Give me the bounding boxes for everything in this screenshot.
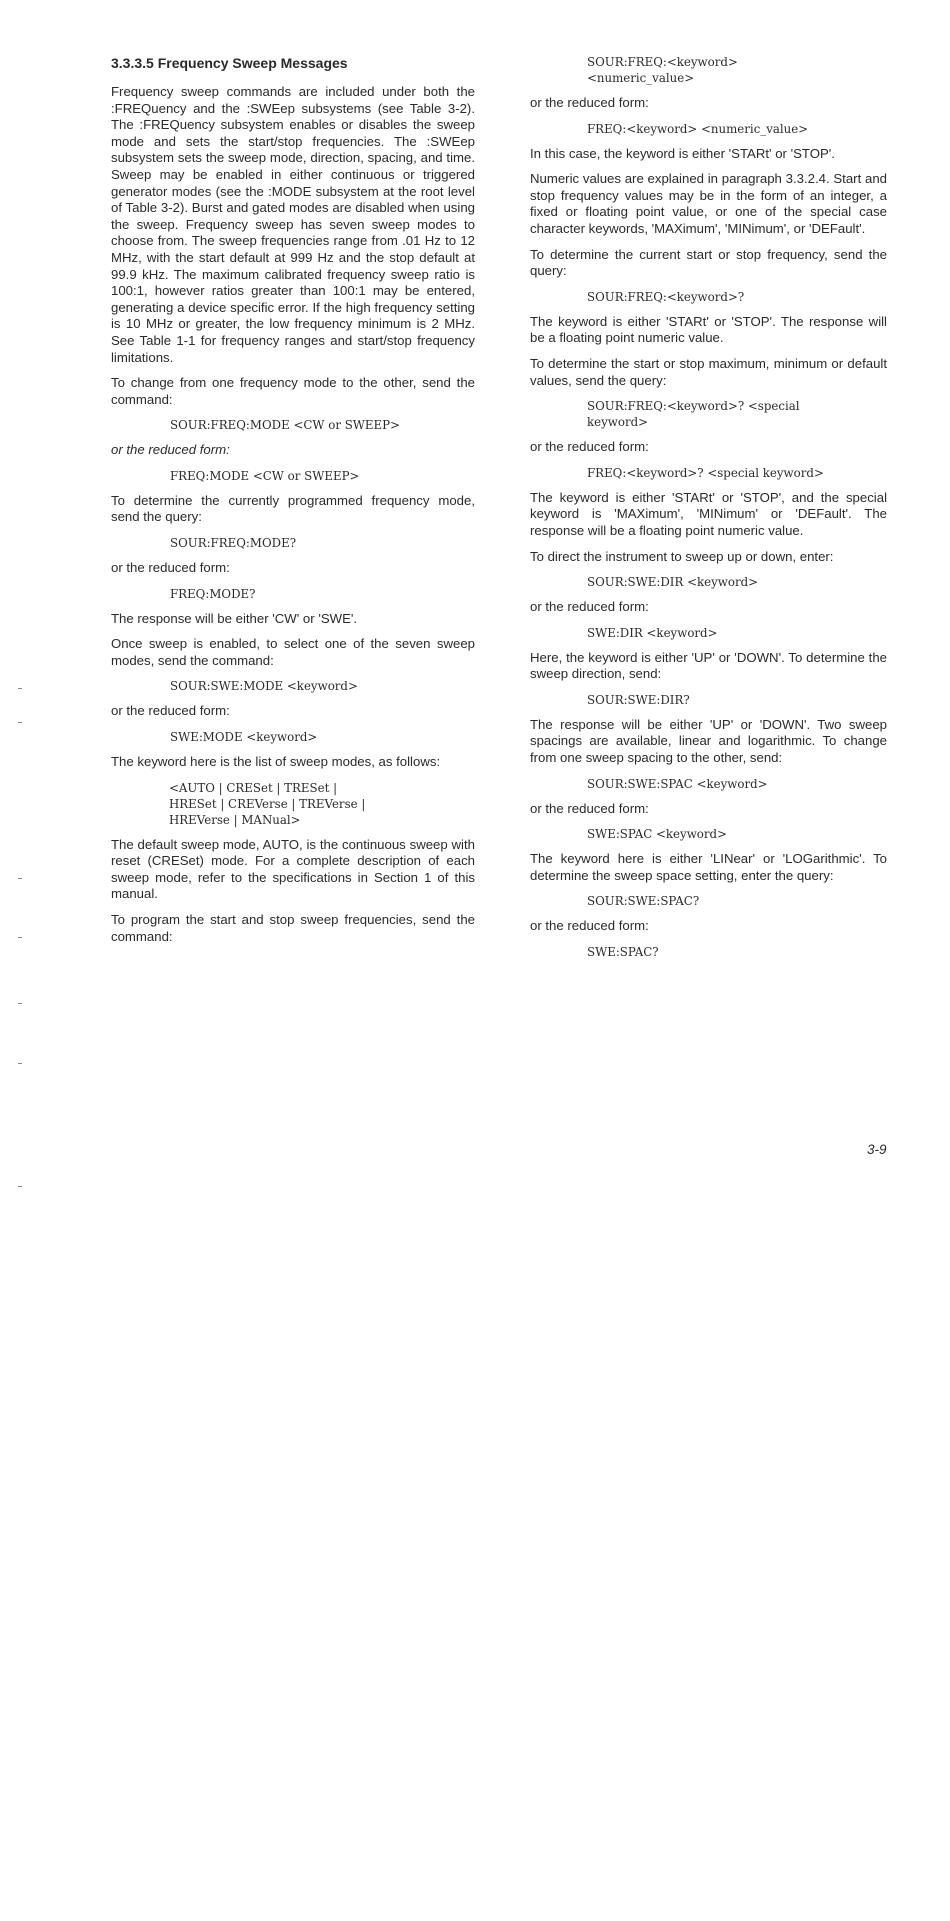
margin-mark xyxy=(18,878,22,879)
paragraph: To direct the instrument to sweep up or down, enter: xyxy=(530,548,834,564)
command-example: SOUR:FREQ:MODE <CW or SWEEP> xyxy=(170,418,400,433)
right-column xyxy=(530,54,887,969)
command-example: SOUR:FREQ:<keyword>? <special keyword> xyxy=(587,399,800,430)
paragraph: To determine the current start or stop frequency, send the query: xyxy=(530,246,887,279)
command-example: SOUR:FREQ:MODE? xyxy=(170,536,297,551)
command-example: SWE:SPAC <keyword> xyxy=(587,827,727,842)
paragraph: The keyword is either 'STARt' or 'STOP', and the special keyword is 'MAXimum', 'MINimum' or 'DEFault'. The response will be a floating point numeric value. xyxy=(530,489,887,538)
command-example: SOUR:FREQ:<keyword>? xyxy=(587,289,745,304)
paragraph: The default sweep mode, AUTO, is the continuous sweep with reset (CRESet) mode. For a complete description of each sweep mode, refer to the specifications in Section 1 of this manual. xyxy=(111,836,475,902)
paragraph: In this case, the keyword is either 'STARt' or 'STOP'. xyxy=(530,145,835,161)
command-example: SOUR:SWE:MODE <keyword> xyxy=(170,679,358,694)
paragraph: The keyword here is either 'LINear' or 'LOGarithmic'. To determine the sweep space setting, enter the query: xyxy=(530,851,887,883)
command-example: FREQ:<keyword>? <special keyword> xyxy=(587,465,824,480)
command-example: FREQ:MODE? xyxy=(170,586,256,601)
paragraph: To program the start and stop sweep frequencies, send the command: xyxy=(111,912,475,944)
command-example: FREQ:MODE <CW or SWEEP> xyxy=(170,468,360,483)
paragraph: or the reduced form: xyxy=(530,95,649,110)
command-example: SWE:DIR <keyword> xyxy=(587,625,718,640)
paragraph: Frequency sweep commands are included under both the :FREQuency and the :SWEep subsystems (see Table 3-2). The :FREQuency subsystem enables or disables the sweep mode and sets the start/stop frequencies. The :SWEep subsystem sets the sweep mode, direction, spacing, and time. Sweep may be enabled in either continuous or triggered generator modes (see the :MODE subsystem at the root level of Table 3-2). Burst and gated modes are disabled when using the sweep. Frequency sweep has seven sweep modes to choose from. The sweep frequencies range from .01 Hz to 12 MHz, with the start default at 999 Hz and the stop default at 99.9 kHz. The maximum calibrated frequency sweep ratio is 100:1, however ratios greater than 100:1 may be entered, generating a device specific error. If the high frequency setting is 10 MHz or greater, the low frequency minimum is 2 MHz. See Table 1-1 for frequency ranges and start/stop frequency limitations. xyxy=(111,84,475,365)
paragraph: The keyword is either 'STARt' or 'STOP'. The response will be a floating point numeric value. xyxy=(530,313,887,346)
paragraph: To change from one frequency mode to the other, send the command: xyxy=(111,375,475,407)
paragraph: Here, the keyword is either 'UP' or 'DOWN'. To determine the sweep direction, send: xyxy=(530,649,887,682)
paragraph: or the reduced form: xyxy=(530,800,649,816)
section-heading: 3.3.3.5 Frequency Sweep Messages xyxy=(111,55,348,71)
paragraph: or the reduced form: xyxy=(530,439,649,455)
command-example: SOUR:SWE:DIR <keyword> xyxy=(587,575,759,590)
paragraph: Once sweep is enabled, to select one of the seven sweep modes, send the command: xyxy=(111,636,475,668)
margin-mark xyxy=(18,688,22,689)
command-example: <AUTO | CRESet | TRESet | HRESet | CREVerse | TREVerse | HREVerse | MANual> xyxy=(169,780,366,827)
margin-mark xyxy=(18,1003,22,1004)
command-example: SOUR:SWE:SPAC <keyword> xyxy=(587,776,768,791)
margin-mark xyxy=(18,937,22,938)
command-example: FREQ:<keyword> <numeric_value> xyxy=(587,121,809,136)
command-example: SOUR:SWE:DIR? xyxy=(587,692,690,707)
command-example: SOUR:SWE:SPAC? xyxy=(587,894,700,909)
paragraph: or the reduced form: xyxy=(111,442,230,458)
paragraph: The response will be either 'UP' or 'DOWN'. Two sweep spacings are available, linear and logarithmic. To change from one sweep spacing to the other, send: xyxy=(530,716,887,766)
paragraph: To determine the start or stop maximum, minimum or default values, send the query: xyxy=(530,355,887,388)
paragraph: To determine the currently programmed frequency mode, send the query: xyxy=(111,492,475,525)
left-column xyxy=(111,54,475,954)
paragraph: Numeric values are explained in paragraph 3.3.2.4. Start and stop frequency values may be in the form of an integer, a fixed or floating point value, or one of the special case character keywords, 'MAXimum', 'MINimum', or 'DEFault'. xyxy=(530,171,887,236)
paragraph: or the reduced form: xyxy=(111,703,230,719)
margin-mark xyxy=(18,1063,22,1064)
margin-mark xyxy=(18,1186,22,1187)
paragraph: or the reduced form: xyxy=(530,599,649,615)
paragraph: or the reduced form: xyxy=(530,918,649,934)
paragraph: The keyword here is the list of sweep modes, as follows: xyxy=(111,754,441,770)
page-number: 3-9 xyxy=(867,1142,887,1157)
command-example: SWE:MODE <keyword> xyxy=(170,730,318,745)
margin-mark xyxy=(18,722,22,723)
paragraph: or the reduced form: xyxy=(111,560,230,576)
command-example: SWE:SPAC? xyxy=(587,945,659,960)
command-example: SOUR:FREQ:<keyword> <numeric_value> xyxy=(587,55,738,85)
paragraph: The response will be either 'CW' or 'SWE'. xyxy=(111,610,358,626)
